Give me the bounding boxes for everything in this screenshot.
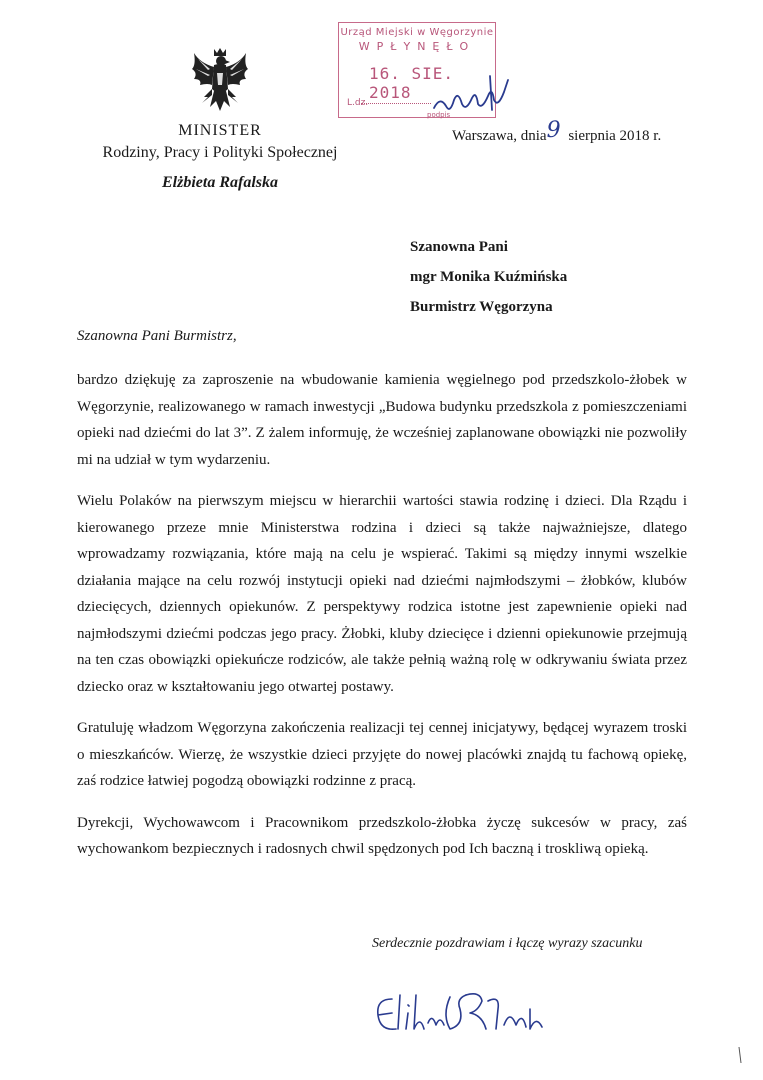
letter-body <box>77 367 687 878</box>
addressee-line-2: mgr Monika Kuźmińska <box>410 269 568 285</box>
stamp-ldz-label: L.dz. <box>347 98 369 108</box>
handwritten-signature-icon <box>370 985 570 1045</box>
paragraph-4: Dyrekcji, Wychowawcom i Pracownikom przedszkolo-żłobka życzę sukcesów w pracy, zaś wychowankom bezpiecznych i radosnych chwil spędzonych pod Ich baczną i troskliwą opieką. <box>77 814 687 857</box>
date-day-handwritten: 9 <box>546 118 561 143</box>
stamp-podpis-label: podpis <box>427 111 451 119</box>
paragraph-1: bardzo dziękuję za zaproszenie na wbudowanie kamienia węgielnego pod przedszkolo-żłobek w Węgorzynie, realizowanego w ramach inwestycji „Budowa budynku przedszkola z pomieszczeniami opieki nad dziećmi do lat 3”. Z żalem informuję, że wcześniej zaplanowane obowiązki nie pozwoliły mi na udział w tym wydarzeniu. <box>77 372 687 468</box>
closing-line: Serdecznie pozdrawiam i łączę wyrazy szacunku <box>372 936 643 951</box>
stamp-signature-scribble-icon <box>428 70 518 120</box>
polish-eagle-emblem-icon <box>190 45 250 117</box>
minister-title: MINISTER <box>178 122 262 139</box>
stamp-date: 16. SIE. 2018 <box>369 64 455 102</box>
salutation: Szanowna Pani Burmistrz, <box>77 328 237 344</box>
paragraph-3: Gratuluję władzom Węgorzyna zakończenia realizacji tej cennej inicjatywy, będącej wyrazem troski o mieszkańców. Wierzę, że wszystkie dzieci przyjęte do nowej placówki znajdą tu fachową opiekę, zaś rodzice łatwiej pogodzą obowiązki rodzinne z pracą. <box>77 720 687 789</box>
stamp-office: Urząd Miejski w Węgorzynie <box>340 27 494 38</box>
addressee-line-1: Szanowna Pani <box>410 239 508 255</box>
ministry-header <box>60 120 380 194</box>
minister-name: Elżbieta Rafalska <box>161 174 278 191</box>
date-suffix: sierpnia 2018 r. <box>568 128 662 144</box>
date-line <box>452 118 662 146</box>
margin-pen-mark-icon <box>735 1045 747 1065</box>
ministry-name: Rodziny, Pracy i Polityki Społecznej <box>102 144 338 161</box>
stamp-dotted-line <box>361 103 431 104</box>
date-prefix: Warszawa, dnia <box>452 128 547 144</box>
stamp-received: WPŁYNĘŁO <box>358 40 476 53</box>
paragraph-2: Wielu Polaków na pierwszym miejscu w hierarchii wartości stawia rodzinę i dzieci. Dla Rządu i kierowanego przeze mnie Ministerstwa rodzina i dzieci są także najważniejsze, dlatego wprowadzamy rozwiązania, które mają na celu je wspierać. Takimi są między innymi wszelkie działania mające na celu rozwój instytucji opieki nad dziećmi najmłodszymi – żłobków, klubów dziecięcych, dziennych opiekunów. Z perspektywy rodzica istotne jest zapewnienie opieki nad najmłodszymi dziećmi podczas jego pracy. Żłobki, kluby dziecięce i dzienni opiekunowie przejmują na ten czas obowiązki opiekuńcze rodziców, ale także pełnią ważną rolę w odkrywaniu świata przez dziecko oraz w kształtowaniu jego otwartej postawy. <box>77 493 687 695</box>
addressee-line-3: Burmistrz Węgorzyna <box>410 299 553 315</box>
addressee-block <box>410 232 567 322</box>
